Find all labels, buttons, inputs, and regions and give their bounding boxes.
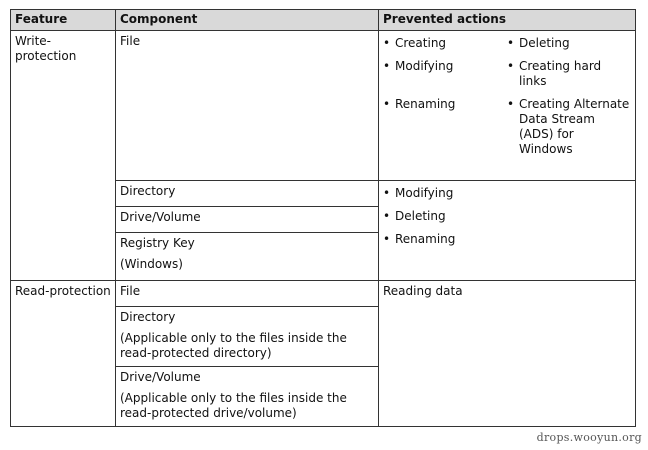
drive-volume-note: (Applicable only to the files inside the read-protected drive/volume)	[120, 391, 347, 420]
component-registry-key	[116, 233, 379, 281]
table-row	[11, 281, 636, 307]
component-directory	[116, 307, 379, 367]
component-drive-volume	[116, 367, 379, 427]
list-item: • Modifying	[383, 186, 454, 200]
header-prevented-actions: Prevented actions	[379, 10, 636, 31]
header-feature: Feature	[11, 10, 116, 31]
actions-list	[383, 184, 631, 247]
registry-key-platform: (Windows)	[120, 257, 183, 271]
list-item: • Creating Alternate Data Stream (ADS) for Windows	[507, 97, 630, 156]
list-item: • Deleting	[383, 209, 446, 223]
list-item: • Renaming	[383, 97, 456, 111]
bullet-icon: •	[507, 97, 515, 111]
drive-volume-label: Drive/Volume	[120, 370, 201, 384]
bullet-icon: •	[383, 186, 391, 200]
component-file: File	[116, 31, 379, 181]
protection-feature-table	[10, 9, 636, 427]
header-component: Component	[116, 10, 379, 31]
actions-shared-write	[379, 181, 636, 281]
table-row	[11, 31, 636, 181]
list-item: • Renaming	[383, 232, 456, 246]
registry-key-label: Registry Key	[120, 236, 195, 250]
bullet-icon: •	[383, 232, 391, 246]
component-directory: Directory	[116, 181, 379, 207]
actions-file-write	[379, 31, 636, 181]
list-item: • Creating hard links	[507, 59, 602, 88]
bullet-icon: •	[383, 209, 391, 223]
bullet-icon: •	[383, 97, 391, 111]
component-file: File	[116, 281, 379, 307]
directory-label: Directory	[120, 310, 176, 324]
actions-grid	[383, 34, 631, 157]
list-item: • Modifying	[383, 59, 454, 73]
actions-read: Reading data	[379, 281, 636, 427]
bullet-icon: •	[507, 36, 515, 50]
watermark-text: drops.wooyun.org	[536, 431, 642, 444]
list-item: • Creating	[383, 36, 447, 50]
bullet-icon: •	[383, 59, 391, 73]
bullet-icon: •	[507, 59, 515, 73]
list-item: • Deleting	[507, 36, 570, 50]
feature-read-protection: Read-protection	[11, 281, 116, 427]
directory-note: (Applicable only to the files inside the read-protected directory)	[120, 331, 347, 360]
feature-write-protection: Write-protection	[11, 31, 116, 281]
table-header-row	[11, 10, 636, 31]
bullet-icon: •	[383, 36, 391, 50]
component-drive-volume: Drive/Volume	[116, 207, 379, 233]
